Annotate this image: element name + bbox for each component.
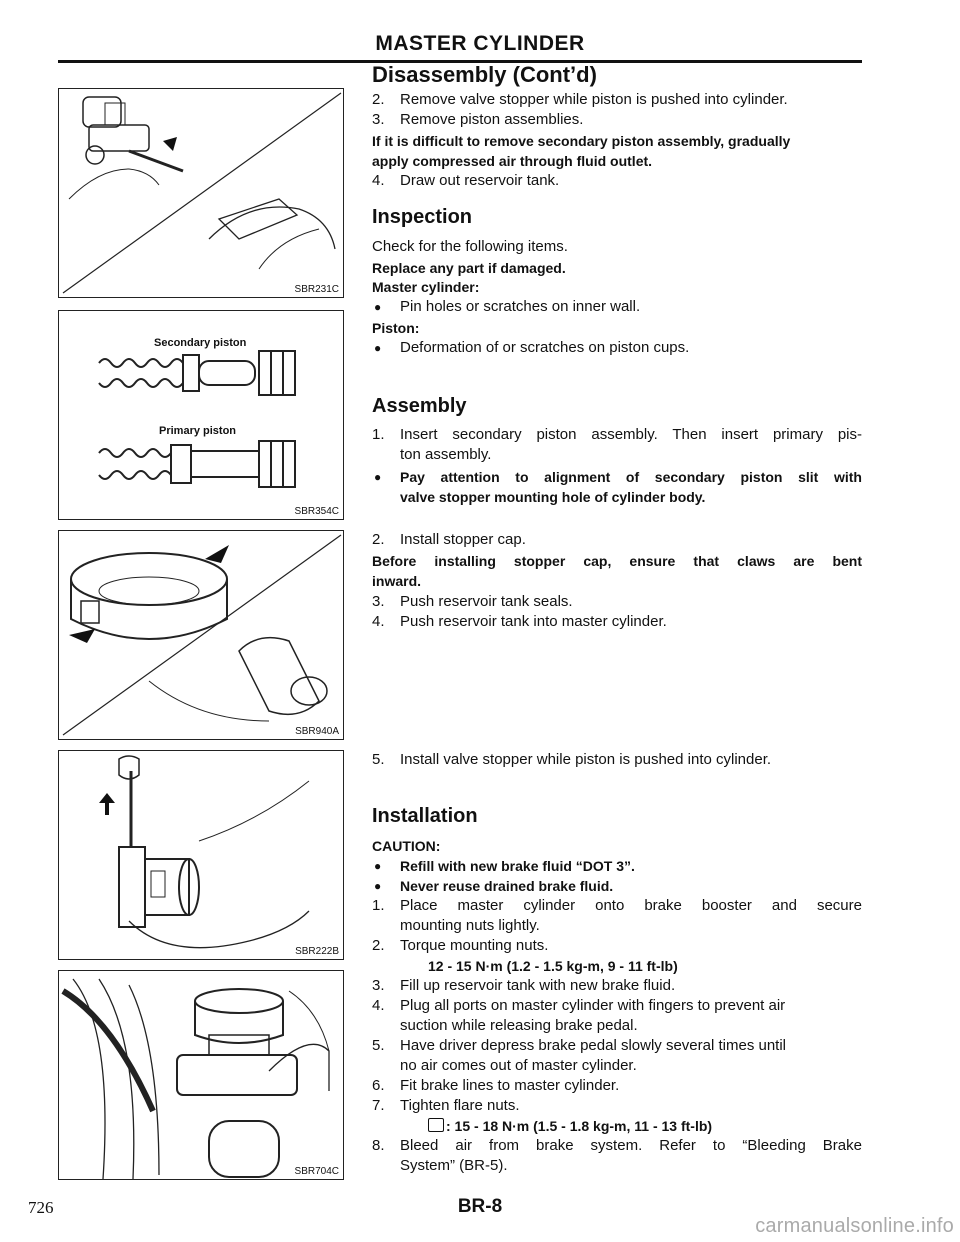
bullet-icon: ● xyxy=(374,300,382,314)
step-number: 2. xyxy=(372,91,385,108)
assembly-heading: Assembly xyxy=(372,395,467,417)
installation-illustration xyxy=(59,971,343,1179)
page-code: BR-8 xyxy=(457,1196,503,1217)
disassembly-step-2: Remove valve stopper while piston is pushed into cylinder. xyxy=(400,91,788,108)
step-number: 2. xyxy=(372,937,385,954)
step-number: 7. xyxy=(372,1097,385,1114)
assembly-step-1-line1: Insert secondary piston assembly. Then insert primary pis- xyxy=(400,426,862,443)
assembly-bullet-line1: Pay attention to alignment of secondary piston slit with xyxy=(400,469,862,485)
assembly-step-1-line2: ton assembly. xyxy=(400,446,492,463)
assembly-step-2: Install stopper cap. xyxy=(400,531,526,548)
step-number: 4. xyxy=(372,613,385,630)
step-number: 6. xyxy=(372,1077,385,1094)
bullet-icon: ● xyxy=(374,470,382,484)
disassembly-step-3: Remove piston assemblies. xyxy=(400,111,584,128)
installation-step-5-line1: Have driver depress brake pedal slowly several times until xyxy=(400,1037,787,1054)
install-valve-stopper-illustration xyxy=(59,751,343,959)
figure-remove-valve-stopper xyxy=(58,88,344,298)
step-number: 4. xyxy=(372,997,385,1014)
primary-piston-label: Primary piston xyxy=(159,425,237,437)
secondary-piston-label: Secondary piston xyxy=(154,337,247,349)
installation-step-1-line1: Place master cylinder onto brake booster and secure xyxy=(400,897,862,914)
installation-step-3: Fill up reservoir tank with new brake fluid. xyxy=(400,977,676,994)
text-column xyxy=(372,0,862,1242)
installation-step-2: Torque mounting nuts. xyxy=(400,937,549,954)
installation-step-6: Fit brake lines to master cylinder. xyxy=(400,1077,620,1094)
piston-label: Piston: xyxy=(372,320,420,336)
piston-illustration xyxy=(59,311,343,519)
installation-step-4-line1: Plug all ports on master cylinder with fingers to prevent air xyxy=(400,997,786,1014)
assembly-note-line2: inward. xyxy=(372,573,422,589)
installation-step-5-line2: no air comes out of master cylinder. xyxy=(400,1057,637,1074)
inspection-heading: Inspection xyxy=(372,206,473,228)
figure-install-valve-stopper xyxy=(58,750,344,960)
bullet-icon: ● xyxy=(374,879,382,893)
bullet-icon: ● xyxy=(374,859,382,873)
figure-code: SBR704C xyxy=(294,1166,339,1177)
step-number: 5. xyxy=(372,1037,385,1054)
step-number: 5. xyxy=(372,751,385,768)
installation-step-8-line2: System” (BR-5). xyxy=(400,1157,508,1174)
assembly-bullet-line2: valve stopper mounting hole of cylinder body. xyxy=(400,489,706,505)
figure-pistons xyxy=(58,310,344,520)
bullet-icon: ● xyxy=(374,341,382,355)
inspection-intro: Check for the following items. xyxy=(372,238,568,255)
figure-remove-valve-stopper-illustration xyxy=(59,89,343,297)
figure-code: SBR222B xyxy=(295,946,339,957)
wrench-icon xyxy=(428,1118,444,1132)
disassembly-note-line1: If it is difficult to remove secondary piston assembly, gradually xyxy=(372,133,791,149)
torque-spec-2: : 15 - 18 N·m (1.5 - 1.8 kg-m, 11 - 13 ft-lb) xyxy=(446,1118,713,1134)
torque-spec-1: 12 - 15 N·m (1.2 - 1.5 kg-m, 9 - 11 ft-lb) xyxy=(428,958,678,974)
figure-code: SBR354C xyxy=(294,506,339,517)
stopper-cap-illustration xyxy=(59,531,343,739)
piston-item: Deformation of or scratches on piston cups. xyxy=(400,339,690,356)
section-subtitle: Disassembly (Cont’d) xyxy=(372,62,597,87)
watermark: carmanualsonline.info xyxy=(755,1215,954,1237)
disassembly-step-4: Draw out reservoir tank. xyxy=(400,172,560,189)
caution-item-2: Never reuse drained brake fluid. xyxy=(400,878,614,894)
page-number: 726 xyxy=(28,1198,54,1217)
assembly-note-line1: Before installing stopper cap, ensure that claws are bent xyxy=(372,553,862,569)
caution-label: CAUTION: xyxy=(372,838,441,854)
installation-step-4-line2: suction while releasing brake pedal. xyxy=(400,1017,638,1034)
step-number: 4. xyxy=(372,172,385,189)
step-number: 8. xyxy=(372,1137,385,1154)
figure-installation xyxy=(58,970,344,1180)
disassembly-note-line2: apply compressed air through fluid outlet. xyxy=(372,153,653,169)
installation-step-7: Tighten flare nuts. xyxy=(400,1097,520,1114)
installation-step-1-line2: mounting nuts lightly. xyxy=(400,917,540,934)
caution-item-1: Refill with new brake fluid “DOT 3”. xyxy=(400,858,635,874)
master-cylinder-item: Pin holes or scratches on inner wall. xyxy=(400,298,641,315)
assembly-step-5: Install valve stopper while piston is pushed into cylinder. xyxy=(400,751,772,768)
figure-code: SBR940A xyxy=(295,726,339,737)
figure-code: SBR231C xyxy=(294,284,339,295)
page-title: MASTER CYLINDER xyxy=(375,32,585,55)
figure-stopper-cap xyxy=(58,530,344,740)
step-number: 3. xyxy=(372,111,385,128)
step-number: 3. xyxy=(372,593,385,610)
step-number: 1. xyxy=(372,426,385,443)
inspection-replace: Replace any part if damaged. xyxy=(372,260,566,276)
step-number: 2. xyxy=(372,531,385,548)
step-number: 3. xyxy=(372,977,385,994)
assembly-step-4: Push reservoir tank into master cylinder. xyxy=(400,613,667,630)
installation-step-8-line1: Bleed air from brake system. Refer to “Bleeding Brake xyxy=(400,1137,862,1154)
installation-heading: Installation xyxy=(372,805,478,827)
step-number: 1. xyxy=(372,897,385,914)
master-cylinder-label: Master cylinder: xyxy=(372,279,480,295)
assembly-step-3: Push reservoir tank seals. xyxy=(400,593,573,610)
